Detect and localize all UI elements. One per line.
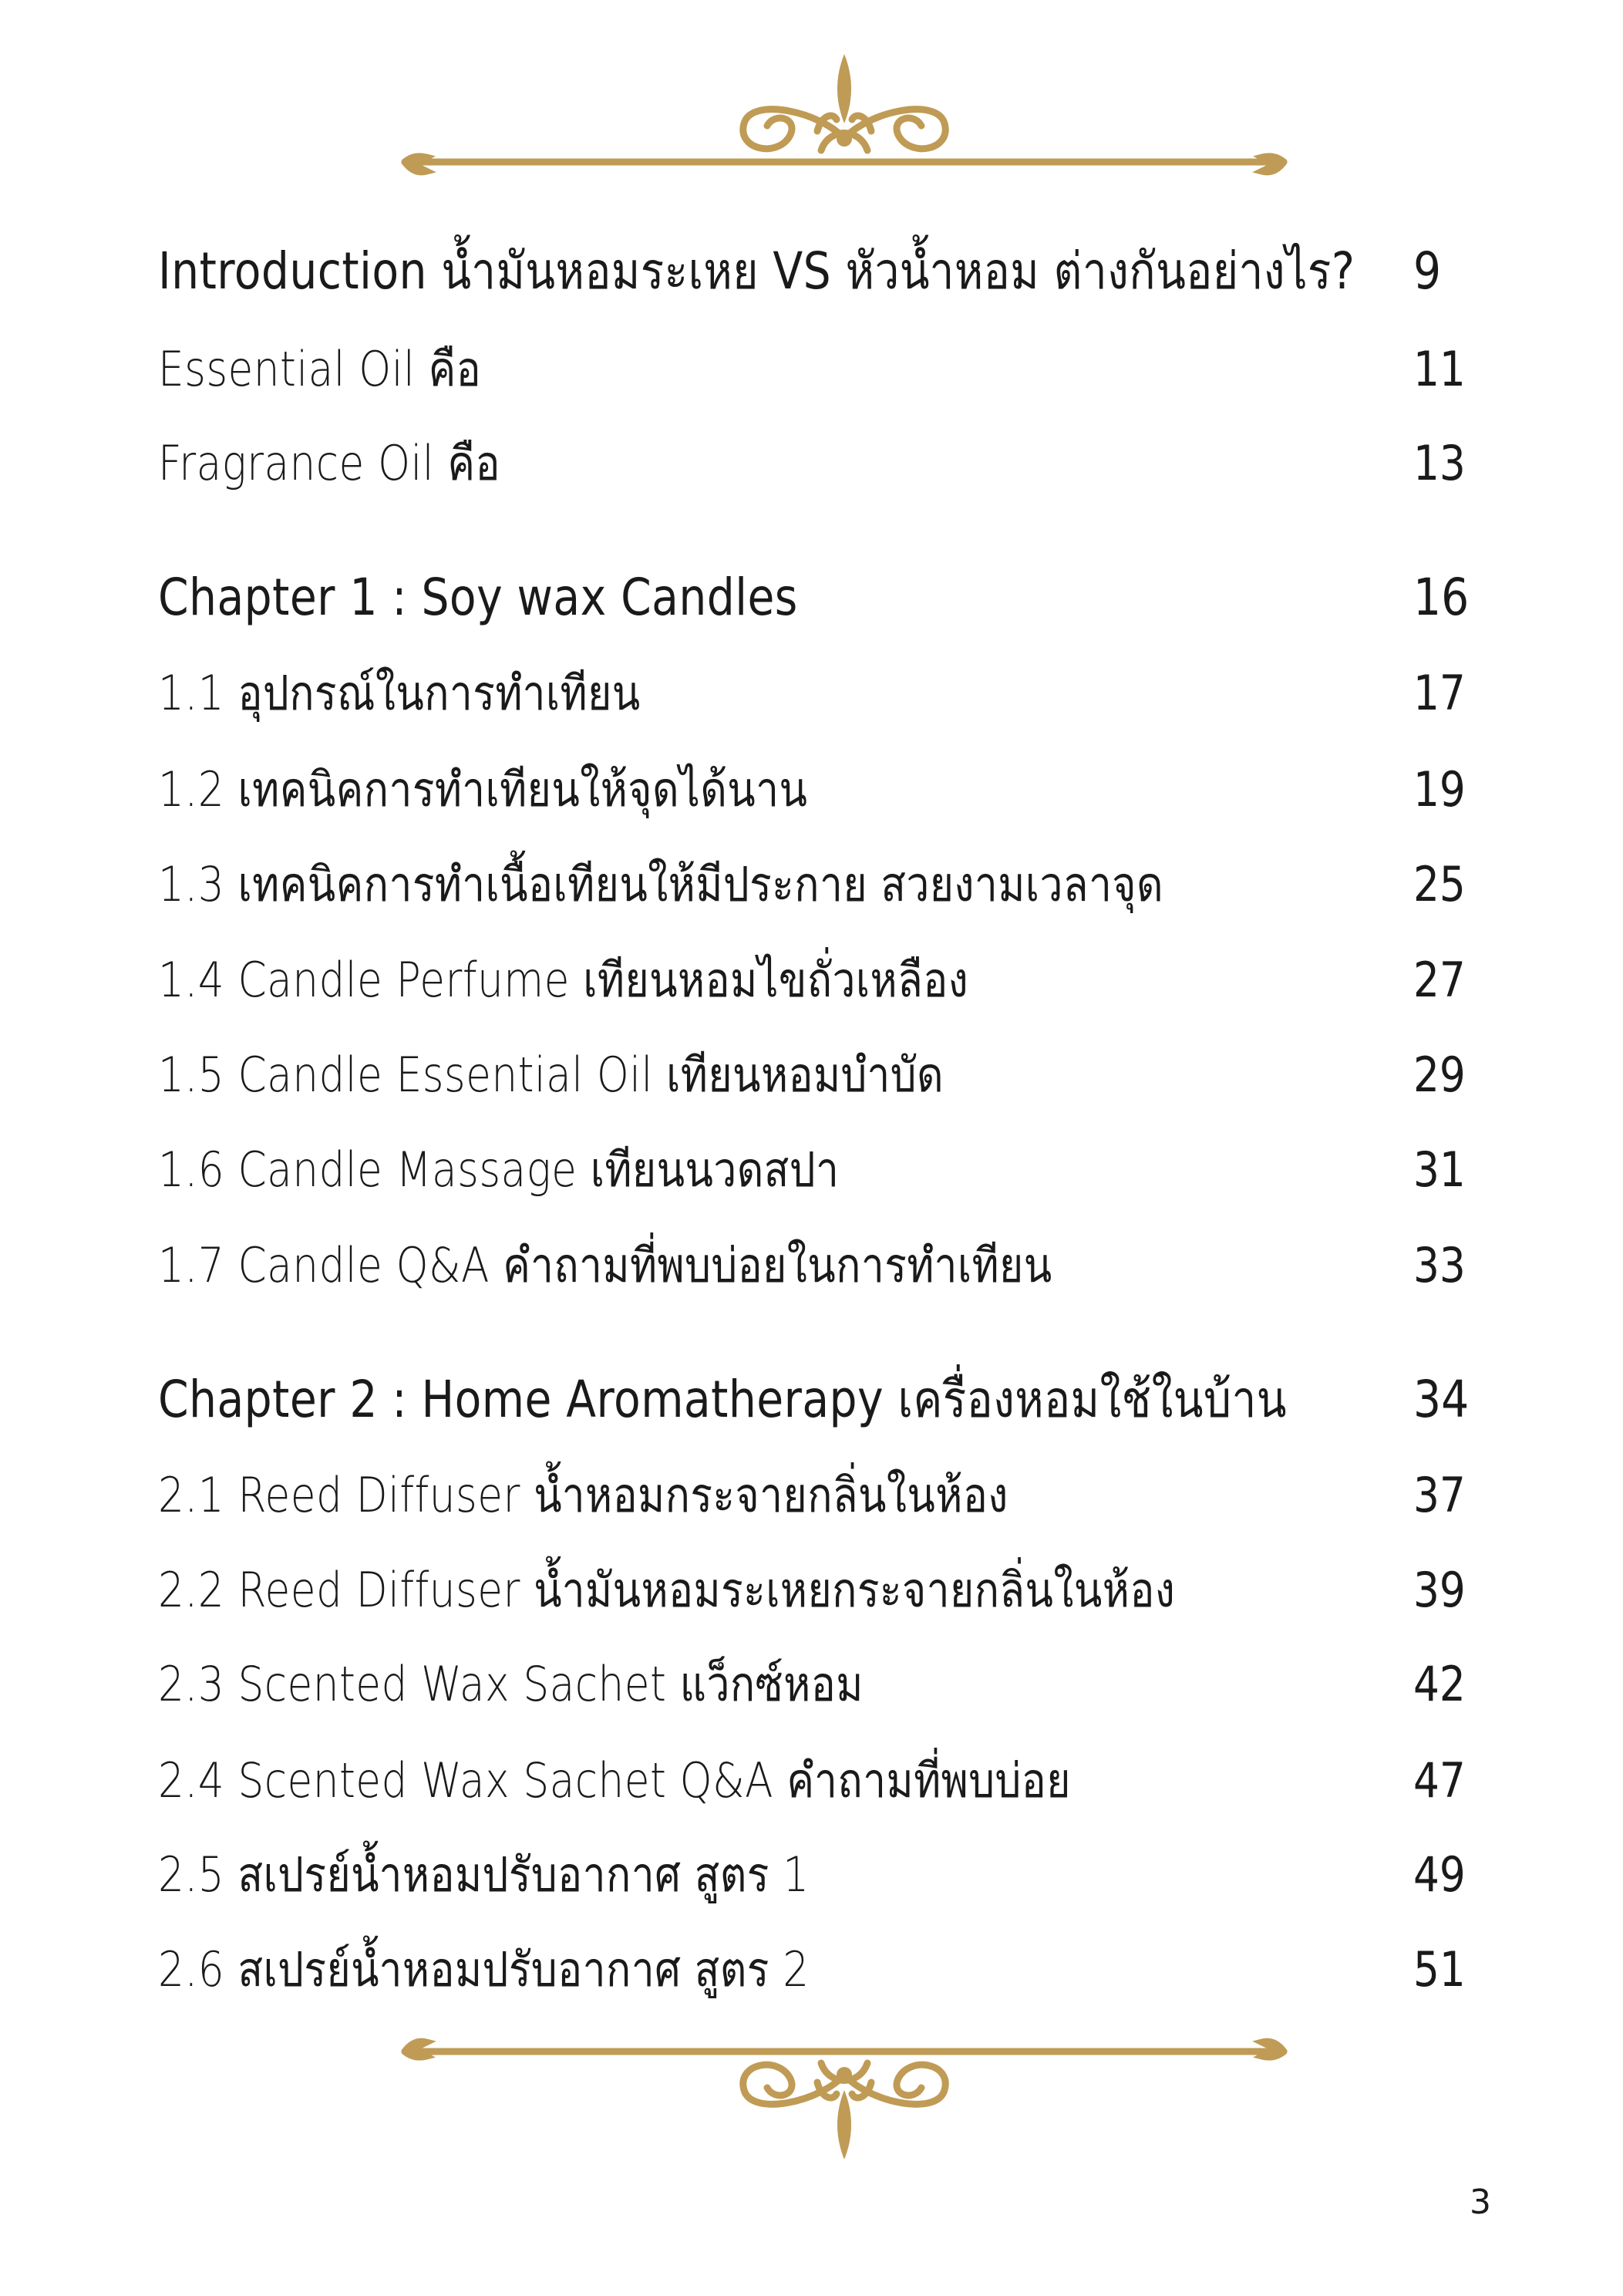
page-number: 3 xyxy=(1470,2183,1491,2222)
toc-entry-title: 1.2 เทคนิคการทำเทียนให้จุดได้นาน xyxy=(158,761,808,818)
toc-entry-title: Fragrance Oil คือ xyxy=(158,435,500,491)
toc-entry[interactable] xyxy=(158,403,1484,491)
toc-entry-title: 2.3 Scented Wax Sachet แว็กซ์หอม xyxy=(158,1656,864,1712)
toc-page-number: 37 xyxy=(1413,1467,1466,1523)
toc-page-number: 13 xyxy=(1413,435,1466,491)
toc-entry-title: 1.3 เทคนิคการทำเนื้อเทียนให้มีประกาย สวยงามเวลาจุด xyxy=(158,856,1164,912)
toc-page-number: 51 xyxy=(1413,1941,1466,1998)
toc-entry[interactable] xyxy=(158,538,1484,627)
toc-heading-title: Chapter 1 : Soy wax Candles xyxy=(158,568,798,627)
toc-page-number: 17 xyxy=(1413,665,1466,721)
toc-entry[interactable] xyxy=(158,919,1484,1008)
toc-page-number: 11 xyxy=(1413,341,1466,397)
toc-entry-title: 2.6 สเปรย์น้ำหอมปรับอากาศ สูตร 2 xyxy=(158,1941,810,1998)
toc-page-number: 47 xyxy=(1413,1752,1466,1809)
toc-page-number: 29 xyxy=(1413,1047,1466,1103)
toc-page-number: 39 xyxy=(1413,1562,1466,1618)
toc-entry-title: 2.1 Reed Diffuser น้ำหอมกระจายกลิ่นในห้อง xyxy=(158,1467,1008,1523)
toc-entry[interactable] xyxy=(158,308,1484,397)
top-ornament-icon xyxy=(389,42,1299,197)
toc-entry-title: 1.7 Candle Q&A คำถามที่พบบ่อยในการทำเทียน xyxy=(158,1237,1052,1293)
toc-entry-title: Essential Oil คือ xyxy=(158,341,482,397)
toc-entry[interactable] xyxy=(158,212,1484,301)
toc-entry[interactable] xyxy=(158,729,1484,818)
toc-entry[interactable] xyxy=(158,1109,1484,1198)
toc-entry[interactable] xyxy=(158,1340,1484,1429)
toc-page-number: 9 xyxy=(1413,241,1442,301)
toc-page-number: 16 xyxy=(1413,568,1470,627)
bottom-ornament-icon xyxy=(389,2017,1299,2171)
toc-heading-title: Introduction น้ำมันหอมระเหย VS หัวน้ำหอม ต่างกันอย่างไร? xyxy=(158,241,1355,301)
toc-page-number: 19 xyxy=(1413,761,1466,818)
toc-entry[interactable] xyxy=(158,1435,1484,1523)
toc-entry-title: 1.1 อุปกรณ์ในการทำเทียน xyxy=(158,665,641,721)
toc-page-number: 27 xyxy=(1413,952,1466,1008)
toc-entry[interactable] xyxy=(158,1814,1484,1903)
toc-entry[interactable] xyxy=(158,1909,1484,1998)
toc-page-number: 31 xyxy=(1413,1141,1466,1198)
toc-page-number: 25 xyxy=(1413,856,1466,912)
toc-entry-title: 2.4 Scented Wax Sachet Q&A คำถามที่พบบ่อย xyxy=(158,1752,1071,1809)
toc-entry[interactable] xyxy=(158,632,1484,721)
toc-page-number: 34 xyxy=(1413,1370,1470,1429)
toc-page-number: 42 xyxy=(1413,1656,1466,1712)
toc-entry-title: 2.2 Reed Diffuser น้ำมันหอมระเหยกระจายกลิ่นในห้อง xyxy=(158,1562,1176,1618)
toc-entry[interactable] xyxy=(158,1623,1484,1712)
toc-entry-title: 1.4 Candle Perfume เทียนหอมไขถั่วเหลือง xyxy=(158,952,969,1008)
toc-entry[interactable] xyxy=(158,1205,1484,1293)
toc-entry[interactable] xyxy=(158,1529,1484,1618)
toc-page-number: 49 xyxy=(1413,1846,1466,1903)
toc-entry-title: 1.6 Candle Massage เทียนนวดสปา xyxy=(158,1141,840,1198)
toc-heading-title: Chapter 2 : Home Aromatherapy เครื่องหอมใช้ในบ้าน xyxy=(158,1370,1287,1429)
toc-entry-title: 1.5 Candle Essential Oil เทียนหอมบำบัด xyxy=(158,1047,945,1103)
toc-entry[interactable] xyxy=(158,824,1484,912)
toc-page-number: 33 xyxy=(1413,1237,1466,1293)
toc-entry[interactable] xyxy=(158,1014,1484,1103)
toc-entry-title: 2.5 สเปรย์น้ำหอมปรับอากาศ สูตร 1 xyxy=(158,1846,810,1903)
toc-entry[interactable] xyxy=(158,1720,1484,1809)
